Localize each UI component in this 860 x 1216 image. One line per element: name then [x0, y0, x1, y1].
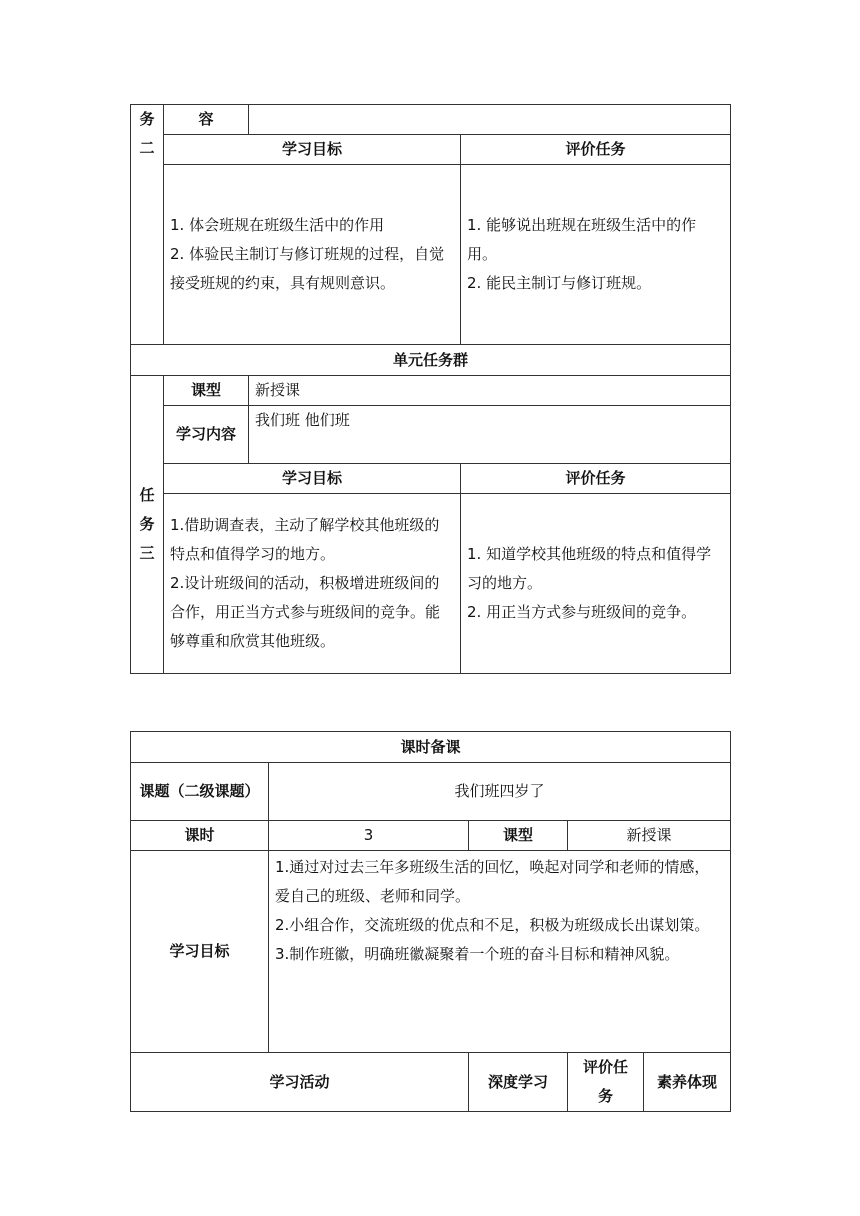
- task3-goals-cell: [164, 494, 461, 674]
- topic-value: 我们班四岁了: [269, 763, 731, 821]
- task2-content-header: 容: [164, 105, 249, 135]
- task2-side-label: 务 二: [131, 105, 164, 345]
- lesson-goal-1: 1.通过对过去三年多班级生活的回忆，唤起对同学和老师的情感，爱自己的班级、老师和同学。: [275, 858, 710, 905]
- period-label: 课时: [131, 821, 269, 851]
- task2-goal-1: 1. 体会班规在班级生活中的作用: [170, 216, 385, 234]
- task3-side-label: 任 务 三: [131, 376, 164, 674]
- task3-content-label: 学习内容: [164, 406, 249, 464]
- goals-cell: [269, 851, 731, 1053]
- unit-task-table: [130, 104, 731, 674]
- task2-goal-2: 2. 体验民主制订与修订班规的过程，自觉接受班规的约束，具有规则意识。: [170, 245, 445, 292]
- lesson-goal-2: 2.小组合作，交流班级的优点和不足，积极为班级成长出谋划策。: [275, 916, 710, 934]
- task2-evals-cell: [461, 165, 731, 345]
- task3-type-value: 新授课: [249, 376, 731, 406]
- lesson-goal-3: 3.制作班徽，明确班徽凝聚着一个班的奋斗目标和精神风貌。: [275, 945, 680, 963]
- task3-content-value: 我们班 他们班: [249, 406, 731, 464]
- task3-eval-2: 2. 用正当方式参与班级间的竞争。: [467, 603, 697, 621]
- task2-eval-1: 1. 能够说出班规在班级生活中的作用。: [467, 216, 697, 263]
- deep-learning-header: 深度学习: [469, 1053, 568, 1112]
- task3-eval-header: 评价任务: [461, 464, 731, 494]
- task3-goal-1: 1.借助调查表，主动了解学校其他班级的特点和值得学习的地方。: [170, 516, 440, 563]
- task3-evals-cell: [461, 494, 731, 674]
- activity-header: 学习活动: [131, 1053, 469, 1112]
- goal-label: 学习目标: [131, 851, 269, 1053]
- topic-label: 课题（二级课题）: [131, 763, 269, 821]
- type-label: 课型: [469, 821, 568, 851]
- task2-goal-header: 学习目标: [164, 135, 461, 165]
- period-value: 3: [269, 821, 469, 851]
- task3-goal-header: 学习目标: [164, 464, 461, 494]
- type-value: 新授课: [568, 821, 731, 851]
- eval-task-header: 评价任务: [568, 1053, 644, 1112]
- task2-eval-header: 评价任务: [461, 135, 731, 165]
- task2-eval-2: 2. 能民主制订与修订班规。: [467, 274, 652, 292]
- task2-content-value: [249, 105, 731, 135]
- task3-goal-2: 2.设计班级间的活动，积极增进班级间的合作，用正当方式参与班级间的竞争。能够尊重和欣赏其他班级。: [170, 574, 441, 650]
- lesson-plan-title: 课时备课: [131, 732, 731, 763]
- unit-task-group-header: 单元任务群: [131, 345, 731, 376]
- task3-eval-1: 1. 知道学校其他班级的特点和值得学习的地方。: [467, 545, 712, 592]
- task3-type-label: 课型: [164, 376, 249, 406]
- task2-goals-cell: [164, 165, 461, 345]
- lesson-plan-table: [130, 731, 731, 1112]
- literacy-header: 素养体现: [644, 1053, 731, 1112]
